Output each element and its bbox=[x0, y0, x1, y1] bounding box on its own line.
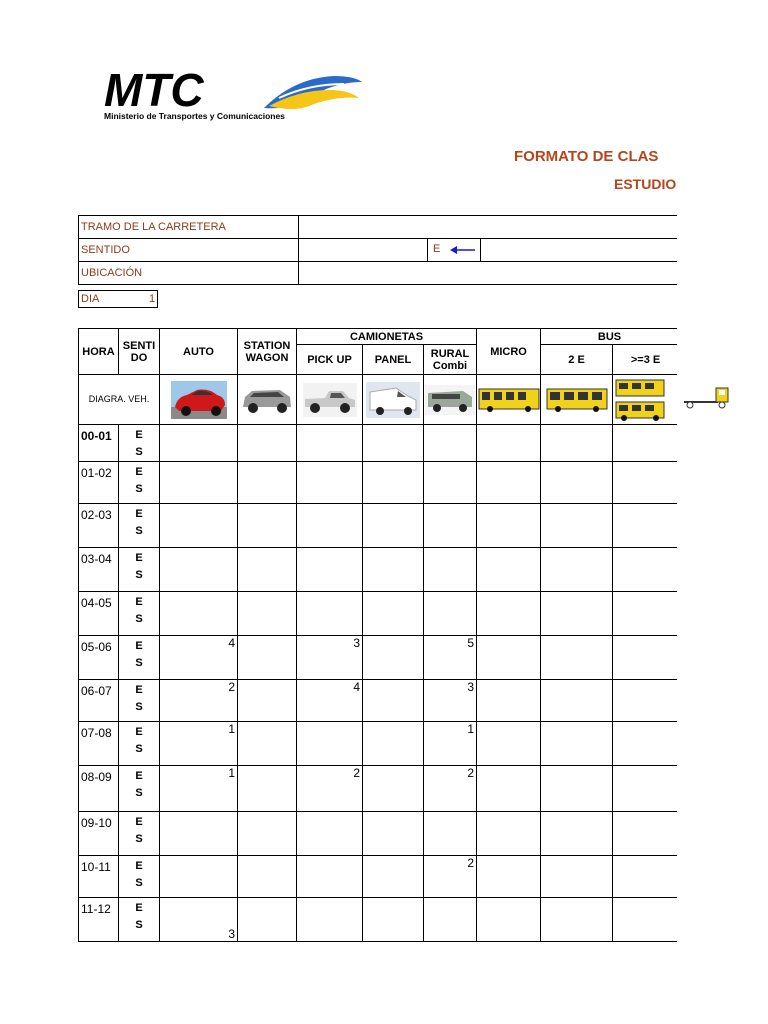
auto-cell[interactable] bbox=[160, 504, 238, 548]
rural-cell[interactable]: 1 bbox=[424, 722, 477, 766]
bus-3e-cell[interactable] bbox=[613, 592, 677, 636]
panel-cell[interactable] bbox=[363, 680, 424, 722]
table-row bbox=[79, 548, 678, 592]
bus-3e-cell[interactable] bbox=[613, 462, 677, 504]
bus-3e-cell[interactable] bbox=[613, 680, 677, 722]
sentido-s: S bbox=[135, 525, 143, 537]
header-bus-2e: 2 E bbox=[541, 345, 613, 375]
station-wagon-cell[interactable] bbox=[238, 812, 297, 856]
panel-cell[interactable] bbox=[363, 722, 424, 766]
auto-cell[interactable]: 3 bbox=[160, 898, 238, 942]
station-wagon-cell[interactable] bbox=[238, 548, 297, 592]
table-row bbox=[79, 592, 678, 636]
hora-cell: 11-12 bbox=[79, 898, 119, 942]
bus-3e-cell[interactable] bbox=[613, 504, 677, 548]
station-wagon-cell[interactable] bbox=[238, 592, 297, 636]
sentido-e: E bbox=[135, 726, 143, 738]
car-icon bbox=[160, 375, 238, 425]
micro-cell[interactable] bbox=[477, 504, 541, 548]
auto-cell[interactable]: 1 bbox=[160, 722, 238, 766]
bus-2e-cell[interactable] bbox=[541, 766, 613, 812]
sentido-cell bbox=[119, 592, 160, 636]
bus-2e-cell[interactable] bbox=[541, 812, 613, 856]
pickup-cell[interactable] bbox=[297, 592, 363, 636]
pickup-cell[interactable] bbox=[297, 812, 363, 856]
bus-3e-cell[interactable] bbox=[613, 548, 677, 592]
classification-table bbox=[78, 328, 677, 942]
micro-cell[interactable] bbox=[477, 722, 541, 766]
sentido-cell bbox=[119, 636, 160, 680]
bus-2e-cell[interactable] bbox=[541, 722, 613, 766]
sentido-e: E bbox=[135, 508, 143, 520]
bus-3e-cell[interactable] bbox=[613, 898, 677, 942]
sentido-e: E bbox=[135, 429, 143, 441]
panel-cell[interactable] bbox=[363, 812, 424, 856]
header-pickup: PICK UP bbox=[297, 345, 363, 375]
table-body bbox=[79, 425, 678, 942]
rural-cell[interactable] bbox=[424, 548, 477, 592]
micro-cell[interactable] bbox=[477, 680, 541, 722]
sentido-e: E bbox=[135, 552, 143, 564]
ubicacion-label: UBICACIÓN bbox=[79, 262, 299, 285]
bus-2e-cell[interactable] bbox=[541, 548, 613, 592]
hora-cell: 10-11 bbox=[79, 856, 119, 898]
panel-cell[interactable] bbox=[363, 592, 424, 636]
micro-cell[interactable] bbox=[477, 898, 541, 942]
rural-cell[interactable]: 2 bbox=[424, 766, 477, 812]
sentido-label: SENTIDO bbox=[79, 239, 299, 262]
micro-cell[interactable] bbox=[477, 548, 541, 592]
pickup-cell[interactable] bbox=[297, 856, 363, 898]
pickup-cell[interactable]: 3 bbox=[297, 636, 363, 680]
ubicacion-field[interactable] bbox=[299, 262, 678, 285]
bus-2e-icon bbox=[541, 375, 613, 425]
header-station-wagon: STATION WAGON bbox=[238, 329, 297, 375]
sentido-e: E bbox=[135, 770, 143, 782]
station-wagon-cell[interactable] bbox=[238, 722, 297, 766]
header-sentido: SENTI DO bbox=[119, 329, 160, 375]
hora-cell: 07-08 bbox=[79, 722, 119, 766]
micro-cell[interactable] bbox=[477, 812, 541, 856]
sentido-cell bbox=[119, 812, 160, 856]
pickup-cell[interactable] bbox=[297, 722, 363, 766]
sentido-cell bbox=[119, 425, 160, 462]
table-row bbox=[79, 856, 678, 898]
station-wagon-cell[interactable] bbox=[238, 504, 297, 548]
table-row bbox=[79, 462, 678, 504]
header-bus-3e: >=3 E bbox=[613, 345, 677, 375]
bus-2e-cell[interactable] bbox=[541, 592, 613, 636]
sentido-e: E bbox=[135, 816, 143, 828]
station-wagon-cell[interactable] bbox=[238, 856, 297, 898]
sentido-cell bbox=[119, 504, 160, 548]
micro-cell[interactable] bbox=[477, 425, 541, 462]
sentido-s: S bbox=[135, 787, 143, 799]
header-camionetas: CAMIONETAS bbox=[297, 329, 477, 345]
pickup-cell[interactable] bbox=[297, 898, 363, 942]
pickup-cell[interactable] bbox=[297, 462, 363, 504]
rural-cell[interactable] bbox=[424, 592, 477, 636]
sentido-e: E bbox=[135, 684, 143, 696]
header-rural: RURAL Combi bbox=[424, 345, 477, 375]
sentido-s: S bbox=[135, 569, 143, 581]
panel-cell[interactable] bbox=[363, 766, 424, 812]
panel-icon bbox=[363, 375, 424, 425]
rural-cell[interactable]: 5 bbox=[424, 636, 477, 680]
rural-cell[interactable] bbox=[424, 425, 477, 462]
auto-cell[interactable] bbox=[160, 548, 238, 592]
dia-box bbox=[78, 290, 158, 308]
bus-3e-cell[interactable] bbox=[613, 722, 677, 766]
sentido-s: S bbox=[135, 613, 143, 625]
table-row bbox=[79, 425, 678, 462]
pickup-cell[interactable] bbox=[297, 504, 363, 548]
station-wagon-cell[interactable] bbox=[238, 766, 297, 812]
pickup-cell[interactable] bbox=[297, 548, 363, 592]
bus-3e-cell[interactable] bbox=[613, 766, 677, 812]
auto-cell[interactable] bbox=[160, 812, 238, 856]
auto-cell[interactable]: 2 bbox=[160, 680, 238, 722]
sentido-s: S bbox=[135, 657, 143, 669]
bus-3e-icon bbox=[613, 375, 677, 425]
hora-cell: 05-06 bbox=[79, 636, 119, 680]
hora-cell: 09-10 bbox=[79, 812, 119, 856]
rural-cell[interactable] bbox=[424, 504, 477, 548]
rural-cell[interactable]: 2 bbox=[424, 856, 477, 898]
sentido-cell bbox=[119, 856, 160, 898]
sentido-s: S bbox=[135, 877, 143, 889]
header-bus: BUS bbox=[541, 329, 677, 345]
logo-subtitle: Ministerio de Transportes y Comunicaciones bbox=[104, 111, 285, 121]
station-wagon-cell[interactable] bbox=[238, 898, 297, 942]
station-wagon-cell[interactable] bbox=[238, 636, 297, 680]
panel-cell[interactable] bbox=[363, 425, 424, 462]
panel-cell[interactable] bbox=[363, 462, 424, 504]
table-row bbox=[79, 898, 678, 942]
sentido-value: E bbox=[433, 243, 441, 255]
pickup-icon bbox=[297, 375, 363, 425]
bus-3e-cell[interactable] bbox=[613, 636, 677, 680]
diagrama-label: DIAGRA. VEH. bbox=[79, 375, 160, 425]
hora-cell: 06-07 bbox=[79, 680, 119, 722]
sentido-s: S bbox=[135, 483, 143, 495]
tramo-field[interactable] bbox=[299, 216, 678, 239]
bus-2e-cell[interactable] bbox=[541, 504, 613, 548]
auto-cell[interactable] bbox=[160, 856, 238, 898]
sentido-cell bbox=[119, 462, 160, 504]
sentido-s: S bbox=[135, 743, 143, 755]
sentido-e: E bbox=[135, 640, 143, 652]
bus-2e-cell[interactable] bbox=[541, 680, 613, 722]
sentido-cell bbox=[119, 898, 160, 942]
sentido-e: E bbox=[135, 466, 143, 478]
rural-cell[interactable] bbox=[424, 812, 477, 856]
rural-cell[interactable] bbox=[424, 462, 477, 504]
header-hora: HORA bbox=[79, 329, 119, 375]
micro-cell[interactable] bbox=[477, 462, 541, 504]
sentido-cell bbox=[119, 766, 160, 812]
auto-cell[interactable]: 1 bbox=[160, 766, 238, 812]
panel-cell[interactable] bbox=[363, 898, 424, 942]
bus-2e-cell[interactable] bbox=[541, 898, 613, 942]
sentido-s: S bbox=[135, 919, 143, 931]
micro-cell[interactable] bbox=[477, 856, 541, 898]
table-row bbox=[79, 636, 678, 680]
page-title: FORMATO DE CLAS bbox=[514, 148, 659, 165]
rural-cell[interactable] bbox=[424, 898, 477, 942]
dia-value: 1 bbox=[149, 293, 156, 305]
panel-cell[interactable] bbox=[363, 636, 424, 680]
header-micro: MICRO bbox=[477, 329, 541, 375]
sentido-cell bbox=[119, 722, 160, 766]
header-auto: AUTO bbox=[160, 329, 238, 375]
station-wagon-cell[interactable] bbox=[238, 680, 297, 722]
rural-cell[interactable]: 3 bbox=[424, 680, 477, 722]
hora-cell: 03-04 bbox=[79, 548, 119, 592]
bus-3e-cell[interactable] bbox=[613, 425, 677, 462]
auto-cell[interactable] bbox=[160, 425, 238, 462]
table-row bbox=[79, 504, 678, 548]
pickup-cell[interactable] bbox=[297, 425, 363, 462]
pickup-cell[interactable]: 4 bbox=[297, 680, 363, 722]
dia-label: DIA bbox=[81, 293, 100, 305]
sentido-e: E bbox=[135, 860, 143, 872]
info-table bbox=[78, 215, 677, 285]
hora-cell: 01-02 bbox=[79, 462, 119, 504]
table-row bbox=[79, 722, 678, 766]
panel-cell[interactable] bbox=[363, 548, 424, 592]
bus-3e-cell[interactable] bbox=[613, 812, 677, 856]
pickup-cell[interactable]: 2 bbox=[297, 766, 363, 812]
panel-cell[interactable] bbox=[363, 856, 424, 898]
panel-cell[interactable] bbox=[363, 504, 424, 548]
micro-cell[interactable] bbox=[477, 592, 541, 636]
sentido-s: S bbox=[135, 701, 143, 713]
bus-2e-cell[interactable] bbox=[541, 856, 613, 898]
hora-cell: 02-03 bbox=[79, 504, 119, 548]
bus-2e-cell[interactable] bbox=[541, 462, 613, 504]
sentido-e: E bbox=[135, 596, 143, 608]
micro-cell[interactable] bbox=[477, 766, 541, 812]
auto-cell[interactable] bbox=[160, 592, 238, 636]
logo-text: MTC bbox=[104, 68, 204, 116]
micro-cell[interactable] bbox=[477, 636, 541, 680]
table-row bbox=[79, 812, 678, 856]
station-wagon-cell[interactable] bbox=[238, 462, 297, 504]
sentido-cell bbox=[119, 548, 160, 592]
hora-cell: 04-05 bbox=[79, 592, 119, 636]
hora-cell: 08-09 bbox=[79, 766, 119, 812]
table-row bbox=[79, 766, 678, 812]
bus-3e-cell[interactable] bbox=[613, 856, 677, 898]
truck-icon bbox=[684, 382, 732, 410]
sentido-e: E bbox=[135, 902, 143, 914]
hora-cell: 00-01 bbox=[79, 425, 119, 462]
sentido-s: S bbox=[135, 833, 143, 845]
auto-cell[interactable]: 4 bbox=[160, 636, 238, 680]
micro-icon bbox=[477, 375, 541, 425]
station-wagon-icon bbox=[238, 375, 297, 425]
bus-2e-cell[interactable] bbox=[541, 425, 613, 462]
arrow-left-icon bbox=[450, 246, 476, 254]
bus-2e-cell[interactable] bbox=[541, 636, 613, 680]
rural-combi-icon bbox=[424, 375, 477, 425]
sentido-s: S bbox=[135, 446, 143, 458]
sentido-cell bbox=[119, 680, 160, 722]
page-subtitle: ESTUDIO bbox=[614, 176, 677, 192]
tramo-label: TRAMO DE LA CARRETERA bbox=[79, 216, 299, 239]
station-wagon-cell[interactable] bbox=[238, 425, 297, 462]
header-panel: PANEL bbox=[363, 345, 424, 375]
auto-cell[interactable] bbox=[160, 462, 238, 504]
table-row bbox=[79, 680, 678, 722]
